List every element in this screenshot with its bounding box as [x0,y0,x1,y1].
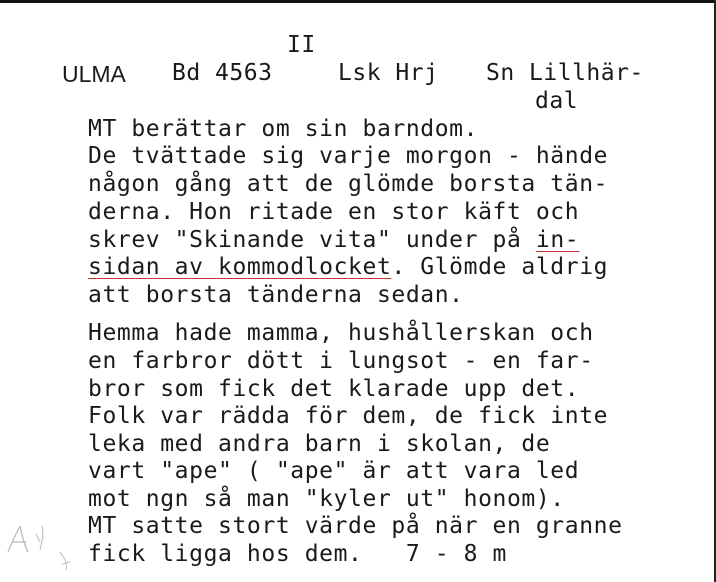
text-line: derna. Hon ritade en stor käft och [88,199,580,225]
underlined-text: in- [535,227,580,253]
text-line: att borsta tänderna sedan. [88,282,464,308]
text-line: vart "ape" ( "ape" är att vara led [88,458,580,484]
text-line: MT berättar om sin barndom. [88,116,479,142]
text-line: fick ligga hos dem. 7 - 8 m [88,541,507,567]
text-line: De tvättade sig varje morgon - hände [88,143,609,169]
text-line [88,254,608,280]
parish-label-cont: dal [535,88,579,114]
text-segment: skrev "Skinande vita" under på [88,227,536,253]
volume-label: Bd 4563 [172,60,273,86]
parish-label: Sn Lillhär- [486,60,644,86]
text-line [88,227,579,253]
card-number: II [287,32,316,58]
archive-label: ULMA [62,61,126,87]
text-line: bror som fick det klarade upp det. [88,376,580,402]
text-line: en farbror dött i lungsot - en far- [88,348,594,374]
text-line: Hemma hade mamma, hushållerskan och [88,320,594,346]
text-line: leka med andra barn i skolan, de [88,431,551,457]
text-line: mot ngn så man "kyler ut" honom). [88,486,565,512]
district-label: Lsk Hrj [338,60,439,86]
underlined-text: sidan av kommodlocket [88,254,392,280]
text-line: MT satte stort värde på när en granne [88,513,623,539]
card-top-edge [0,0,716,3]
text-line: Folk var rädda för dem, de fick inte [88,403,609,429]
text-line: någon gång att de glömde borsta tän- [88,171,609,197]
pencil-mark [2,512,76,578]
text-segment: . Glömde aldrig [391,254,609,280]
